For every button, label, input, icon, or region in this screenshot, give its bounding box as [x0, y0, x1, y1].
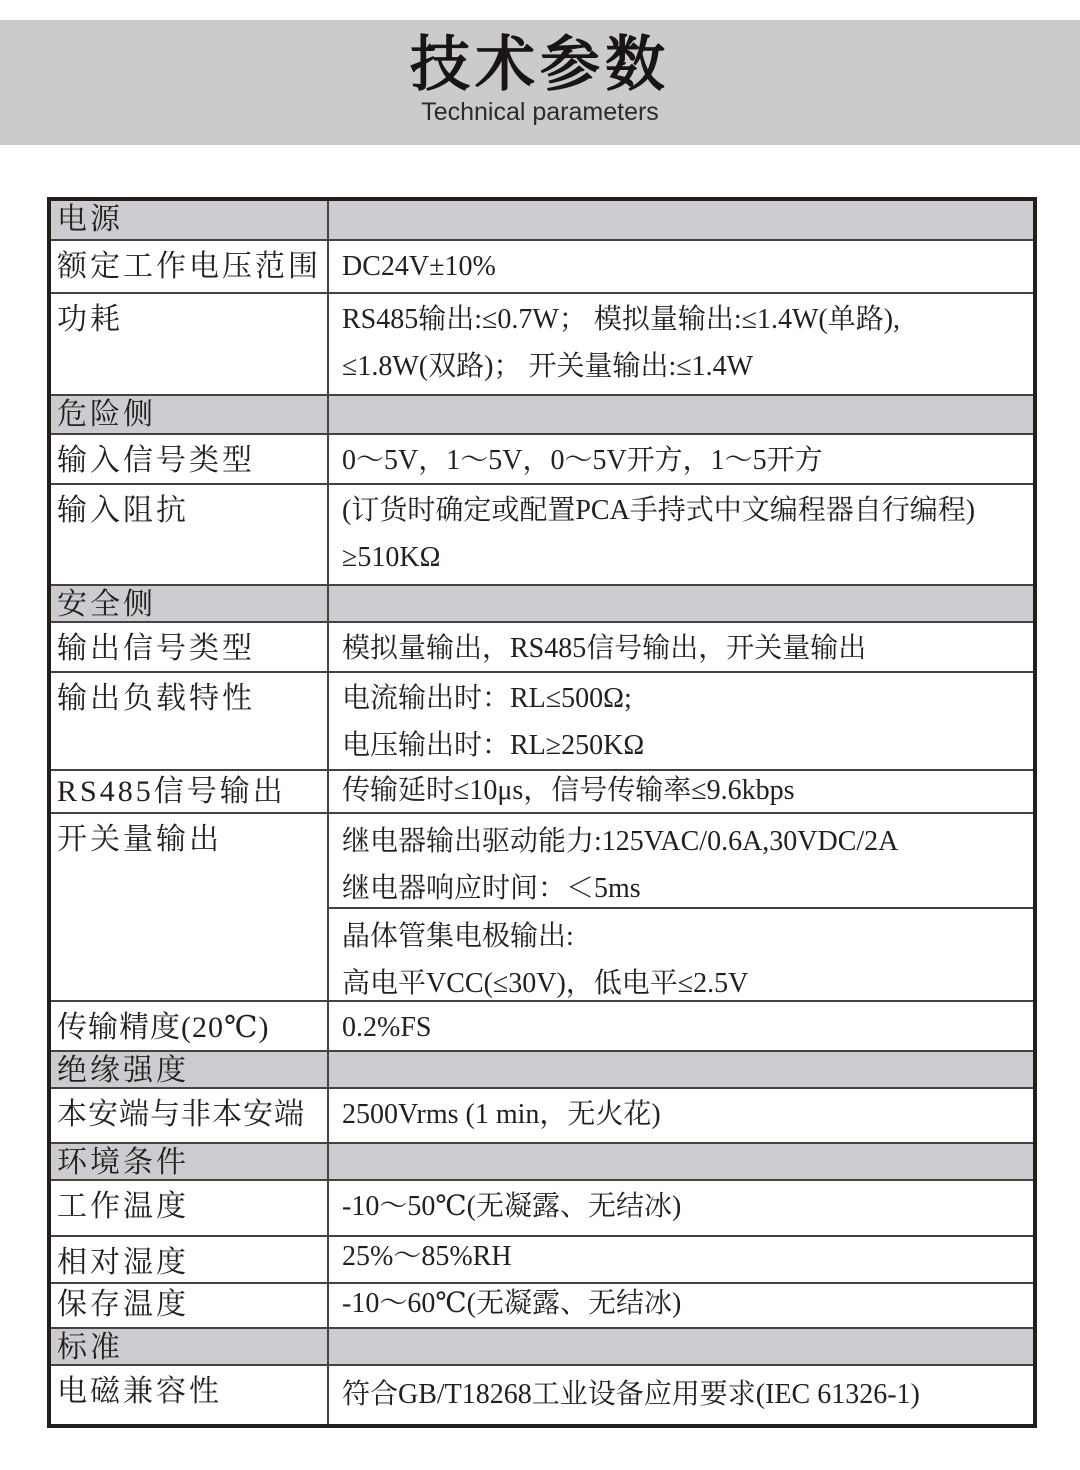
section-empty-cell [329, 1329, 1033, 1364]
param-value [329, 241, 1033, 292]
table-row [51, 292, 1033, 394]
section-title: 标准 [51, 1329, 329, 1364]
param-name: 工作温度 [51, 1181, 329, 1235]
value-group-relay [329, 814, 1033, 907]
table-row [51, 621, 1033, 671]
page-subtitle: Technical parameters [421, 98, 659, 126]
value-line: 电压输出时：RL≥250KΩ [342, 730, 645, 761]
value-line: 符合GB/T18268工业设备应用要求(IEC 61326-1) [342, 1379, 920, 1410]
param-value [329, 814, 1033, 1000]
section-row-safe-side [51, 584, 1033, 621]
value-line: DC24V±10% [342, 251, 496, 282]
section-row-power [51, 201, 1033, 239]
param-name: 输入信号类型 [51, 435, 329, 483]
section-row-hazard-side [51, 394, 1033, 433]
value-line: 继电器输出驱动能力:125VAC/0.6A,30VDC/2A [342, 826, 899, 857]
param-name: 本安端与非本安端 [51, 1089, 329, 1142]
value-line: 晶体管集电极输出: [342, 921, 574, 952]
value-line: -10～60℃(无凝露、无结冰) [342, 1288, 682, 1319]
param-value [329, 673, 1033, 769]
spec-table [47, 197, 1037, 1428]
table-row [51, 239, 1033, 292]
section-empty-cell [329, 1052, 1033, 1087]
section-empty-cell [329, 1144, 1033, 1179]
section-title: 安全侧 [51, 586, 329, 621]
param-value [329, 1237, 1033, 1282]
table-row [51, 1235, 1033, 1282]
value-line: 电流输出时：RL≤500Ω; [342, 683, 632, 714]
section-title: 危险侧 [51, 396, 329, 433]
param-value [329, 435, 1033, 483]
param-value [329, 1002, 1033, 1050]
value-line: 模拟量输出，RS485信号输出，开关量输出 [342, 633, 867, 664]
value-line: 高电平VCC(≤30V)，低电平≤2.5V [342, 968, 749, 999]
param-value [329, 771, 1033, 812]
param-name: 开关量输出 [51, 814, 329, 1000]
param-value [329, 623, 1033, 671]
param-value [329, 294, 1033, 394]
param-value [329, 1181, 1033, 1235]
section-empty-cell [329, 201, 1033, 239]
param-name: 额定工作电压范围 [51, 241, 329, 292]
table-row [51, 812, 1033, 1000]
value-group-transistor [329, 907, 1033, 1000]
value-line: ≥510KΩ [342, 542, 441, 573]
value-line: 传输延时≤10μs，信号传输率≤9.6kbps [342, 775, 795, 806]
table-row [51, 1087, 1033, 1142]
param-value [329, 1366, 1033, 1424]
value-line: ≤1.8W(双路)； 开关量输出:≤1.4W [342, 351, 754, 382]
value-line: 继电器响应时间：＜5ms [342, 873, 641, 904]
table-row [51, 433, 1033, 483]
value-line: -10～50℃(无凝露、无结冰) [342, 1191, 682, 1222]
param-name: RS485信号输出 [51, 771, 329, 812]
value-line: RS485输出:≤0.7W； 模拟量输出:≤1.4W(单路), [342, 304, 901, 335]
section-title: 电源 [51, 201, 329, 239]
param-value [329, 485, 1033, 584]
value-line: 2500Vrms (1 min，无火花) [342, 1099, 661, 1130]
section-empty-cell [329, 396, 1033, 433]
section-title: 环境条件 [51, 1144, 329, 1179]
value-line: 25%～85%RH [342, 1241, 512, 1272]
section-row-standard [51, 1327, 1033, 1364]
table-row [51, 1282, 1033, 1327]
page-header-banner [0, 20, 1080, 145]
param-name: 相对湿度 [51, 1237, 329, 1282]
table-row [51, 671, 1033, 769]
section-row-insulation [51, 1050, 1033, 1087]
page-title: 技术参数 [410, 31, 670, 98]
table-row [51, 1179, 1033, 1235]
section-title: 绝缘强度 [51, 1052, 329, 1087]
param-name: 保存温度 [51, 1284, 329, 1327]
param-name: 输入阻抗 [51, 485, 329, 584]
param-value [329, 1089, 1033, 1142]
param-name: 电磁兼容性 [51, 1366, 329, 1424]
table-row [51, 769, 1033, 812]
table-row [51, 1000, 1033, 1050]
table-row [51, 1364, 1033, 1424]
section-row-environment [51, 1142, 1033, 1179]
value-line: 0～5V，1～5V，0～5V开方，1～5开方 [342, 445, 823, 476]
param-name: 传输精度(20℃) [51, 1002, 329, 1050]
param-name: 输出信号类型 [51, 623, 329, 671]
param-name: 功耗 [51, 294, 329, 394]
param-value [329, 1284, 1033, 1327]
param-name: 输出负载特性 [51, 673, 329, 769]
value-line: 0.2%FS [342, 1012, 432, 1043]
section-empty-cell [329, 586, 1033, 621]
value-line: (订货时确定或配置PCA手持式中文编程器自行编程) [342, 495, 976, 526]
table-row [51, 483, 1033, 584]
